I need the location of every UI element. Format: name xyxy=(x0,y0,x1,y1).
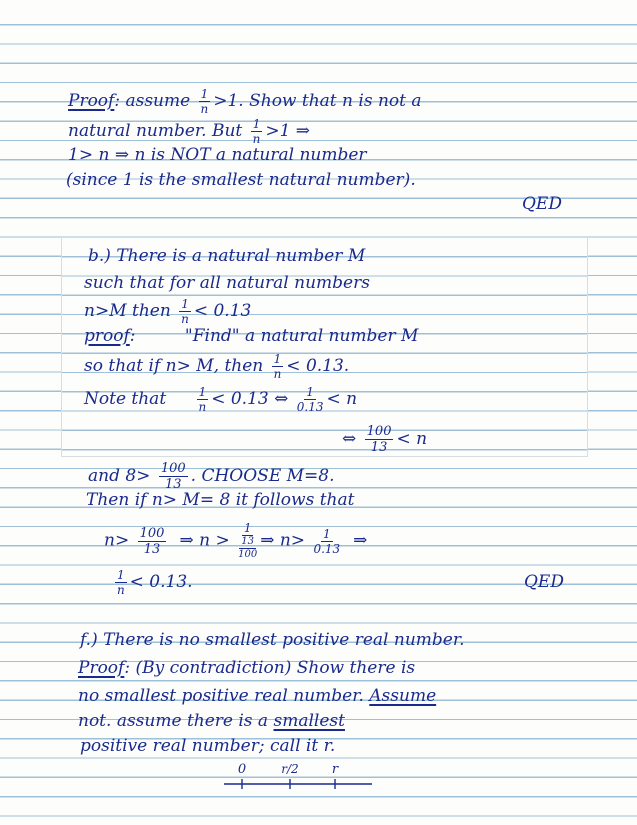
part-f-line-3: no smallest positive real number. Assume xyxy=(78,686,437,706)
proof-label: Proof xyxy=(78,658,125,678)
part-b-note-line: Note that $\frac{1}{n}$ < 0.13 ⇔ $\frac{1}{0.13}$ < n xyxy=(84,385,358,414)
fraction: $\frac{100}{13}$ xyxy=(160,461,186,492)
pasted-strip xyxy=(62,238,587,456)
part-b-choose-line: and 8> $\frac{100}{13}$ . CHOOSE M=8. xyxy=(88,461,335,492)
part-b-line-3: n>M then $\frac{1}{n}$ < 0.13 xyxy=(84,297,252,326)
fraction: $\frac{1}{0.13}$ xyxy=(296,385,324,414)
qed-b: QED xyxy=(524,572,564,592)
part-a-line-4: (since 1 is the smallest natural number). xyxy=(66,170,416,190)
part-f-line-1: f.) There is no smallest positive real number. xyxy=(80,630,465,650)
fraction: $\frac{1}{n}$ xyxy=(273,352,282,381)
fraction: $\frac{1}{n}$ xyxy=(198,385,207,414)
qed-a: QED xyxy=(522,194,562,214)
number-line-label-zero: 0 xyxy=(237,762,247,777)
part-b-iff-line: ⇔ $\frac{100}{13}$ < n xyxy=(342,424,428,455)
fraction: $\frac{1}{n}$ xyxy=(252,117,261,146)
number-line-label-half: r/2 xyxy=(281,762,299,776)
part-a-line-3: 1> n ⇒ n is NOT a natural number xyxy=(68,145,367,165)
fraction: $\frac{1}{n}$ xyxy=(116,568,125,597)
part-b-line-2: such that for all natural numbers xyxy=(84,273,370,293)
nested-fraction: $\frac{1}{\frac{13}{100}}$ xyxy=(238,521,258,560)
proof-label: proof xyxy=(84,326,130,346)
fraction: $\frac{1}{n}$ xyxy=(200,87,209,116)
part-b-then-line: Then if n> M= 8 it follows that xyxy=(86,490,355,510)
fraction: $\frac{100}{13}$ xyxy=(139,525,165,557)
fraction: $\frac{1}{0.13}$ xyxy=(313,526,341,556)
fraction: $\frac{100}{13}$ xyxy=(366,424,392,455)
proof-label: Proof xyxy=(68,91,115,111)
fraction: $\frac{1}{n}$ xyxy=(181,297,189,326)
part-b-line-5: so that if n> M, then $\frac{1}{n}$ < 0.13. xyxy=(84,352,350,381)
part-f-line-5: positive real number; call it r. xyxy=(80,736,336,756)
part-b-line-1: b.) There is a natural number M xyxy=(88,246,366,266)
part-b-proof-line: proof: "Find" a natural number M xyxy=(84,326,419,346)
part-b-final-line: $\frac{1}{n}$ < 0.13. xyxy=(116,568,193,597)
part-f-line-2: Proof: (By contradiction) Show there is xyxy=(78,658,416,678)
number-line-label-r: r xyxy=(331,762,339,777)
part-b-chain-line: n> $\frac{100}{13}$ ⇒ n > $\frac{1}{\frac{13}{100}}$ ⇒ n> $\frac{1}{0.13}$ ⇒ xyxy=(104,521,368,560)
part-f-line-4: not. assume there is a smallest xyxy=(78,711,345,731)
part-a-line-1: Proof: assume $\frac{1}{n}$ >1. Show that n is not a xyxy=(68,87,422,116)
part-a-line-2: natural number. But $\frac{1}{n}$ >1 ⇒ xyxy=(68,117,311,146)
number-line xyxy=(220,762,380,792)
